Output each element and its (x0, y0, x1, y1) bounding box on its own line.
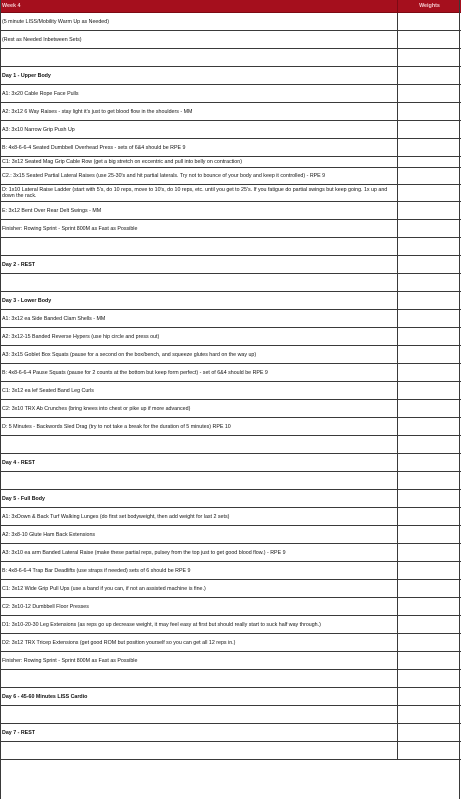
table-row (0, 508, 461, 526)
table-row (0, 157, 461, 168)
table-row (0, 634, 461, 652)
table-row (0, 256, 461, 274)
table-row (0, 139, 461, 157)
weight-cell[interactable] (398, 418, 461, 435)
table-row (0, 472, 461, 490)
exercise-cell[interactable] (0, 436, 398, 453)
weight-cell[interactable] (398, 256, 461, 273)
exercise-cell[interactable]: A1: 3x20 Cable Rope Face Pulls (0, 85, 398, 102)
weight-cell[interactable] (398, 580, 461, 597)
exercise-cell[interactable]: D: 1x10 Lateral Raise Ladder (start with 5's, do 10 reps, move to 10's, do 10 reps, etc. until you get to 25's. If you fatigue do partial swings but keep going. 1x up and down the rack. (0, 185, 398, 201)
weight-cell[interactable] (398, 562, 461, 579)
weight-cell[interactable] (398, 274, 461, 291)
exercise-cell[interactable]: Day 4 - REST (0, 454, 398, 471)
exercise-cell[interactable]: B: 4x8-6-6-4 Trap Bar Deadlifts (use straps if needed) sets of 6 should be RPE 9 (0, 562, 398, 579)
table-row (0, 168, 461, 185)
table-row (0, 238, 461, 256)
weight-cell[interactable] (398, 103, 461, 120)
weight-cell[interactable] (398, 121, 461, 138)
weight-cell[interactable] (398, 220, 461, 237)
weight-cell[interactable] (398, 139, 461, 156)
weight-cell[interactable] (398, 634, 461, 651)
table-body (0, 13, 461, 760)
exercise-cell[interactable]: (5 minute LISS/Mobility Warm Up as Needed) (0, 13, 398, 30)
table-row (0, 598, 461, 616)
weight-cell[interactable] (398, 364, 461, 381)
weight-cell[interactable] (398, 436, 461, 453)
weight-cell[interactable] (398, 238, 461, 255)
exercise-cell[interactable]: C2: 3x10-12 Dumbbell Floor Presses (0, 598, 398, 615)
weight-cell[interactable] (398, 168, 461, 184)
header-row (0, 0, 461, 13)
table-row (0, 706, 461, 724)
exercise-cell[interactable]: Day 5 - Full Body (0, 490, 398, 507)
weight-cell[interactable] (398, 31, 461, 48)
weight-cell[interactable] (398, 706, 461, 723)
weight-cell[interactable] (398, 292, 461, 309)
exercise-cell[interactable]: E: 3x12 Bent Over Rear Delt Swings - MM (0, 202, 398, 219)
table-row (0, 688, 461, 706)
weight-cell[interactable] (398, 544, 461, 561)
table-row (0, 13, 461, 31)
exercise-cell[interactable]: A3: 3x10 Narrow Grip Push Up (0, 121, 398, 138)
weight-cell[interactable] (398, 85, 461, 102)
weight-cell[interactable] (398, 328, 461, 345)
weight-cell[interactable] (398, 67, 461, 84)
exercise-cell[interactable]: C1: 3x12 ea lef Seated Band Leg Curls (0, 382, 398, 399)
exercise-cell[interactable]: Day 6 - 45-60 Minutes LISS Cardio (0, 688, 398, 705)
exercise-cell[interactable]: D: 5 Minutes - Backwords Sled Drag (try to not take a break for the duration of 5 minutes) RPE 10 (0, 418, 398, 435)
weight-cell[interactable] (398, 724, 461, 741)
exercise-cell[interactable]: B: 4x8-6-6-4 Pause Squats (pause for 2 counts at the bottom but keep form perfect) - set of 6&4 should be RPE 9 (0, 364, 398, 381)
exercise-cell[interactable]: A2: 3x12 6 Way Raises - stay light it's just to get blood flow in the shoulders - MM (0, 103, 398, 120)
exercise-cell[interactable]: Finisher: Rowing Sprint - Sprint 800M as Fast as Possible (0, 220, 398, 237)
table-row (0, 436, 461, 454)
header-week-cell[interactable]: Week 4 (0, 0, 398, 12)
exercise-cell[interactable]: A3: 3x10 ea arm Banded Lateral Raise (make these partial reps, pulsey from the top just to get good blood flow.) - RPE 9 (0, 544, 398, 561)
weight-cell[interactable] (398, 49, 461, 66)
exercise-cell[interactable]: A1: 3xDown & Back Turf Walking Lunges (do first set bodyweight, then add weight for last 2 sets) (0, 508, 398, 525)
weight-cell[interactable] (398, 310, 461, 327)
table-row (0, 121, 461, 139)
exercise-cell[interactable]: D2: 3x12 TRX Tricep Extensions (get good ROM but position yourself so you can get all 12 reps in.) (0, 634, 398, 651)
table-row (0, 616, 461, 634)
exercise-cell[interactable] (0, 49, 398, 66)
table-row (0, 724, 461, 742)
table-row (0, 220, 461, 238)
weight-cell[interactable] (398, 472, 461, 489)
weight-cell[interactable] (398, 598, 461, 615)
table-row (0, 670, 461, 688)
table-row (0, 526, 461, 544)
exercise-cell[interactable] (0, 238, 398, 255)
exercise-cell[interactable] (0, 706, 398, 723)
exercise-cell[interactable] (0, 274, 398, 291)
table-row (0, 31, 461, 49)
exercise-cell[interactable]: Day 7 - REST (0, 724, 398, 741)
exercise-cell[interactable]: Day 2 - REST (0, 256, 398, 273)
table-row (0, 490, 461, 508)
table-row (0, 67, 461, 85)
exercise-cell[interactable]: A2: 3x12-15 Banded Reverse Hypers (use hip circle and press out) (0, 328, 398, 345)
table-row (0, 562, 461, 580)
weight-cell[interactable] (398, 202, 461, 219)
exercise-cell[interactable]: A1: 3x12 ea Side Banded Clam Shells - MM (0, 310, 398, 327)
weight-cell[interactable] (398, 13, 461, 30)
table-row (0, 364, 461, 382)
table-row (0, 400, 461, 418)
exercise-cell[interactable]: C2.: 3x15 Seated Partial Lateral Raises (use 25-30's and hit partial laterals. Try not to bounce of your body and keep it controlled) - RPE 9 (0, 168, 398, 184)
exercise-cell[interactable]: A3: 3x15 Goblet Box Squats (pause for a second on the box/bench, and squeeze glutes hard on the way up) (0, 346, 398, 363)
exercise-cell[interactable] (0, 742, 398, 759)
exercise-cell[interactable]: A2: 3x8-10 Glute Ham Back Extensions (0, 526, 398, 543)
weight-cell[interactable] (398, 185, 461, 201)
table-row (0, 418, 461, 436)
weight-cell[interactable] (398, 508, 461, 525)
exercise-cell[interactable]: C2: 3x10 TRX Ab Crunches (bring knees into chest or pike up if more advanced) (0, 400, 398, 417)
table-row (0, 85, 461, 103)
exercise-cell[interactable]: Day 3 - Lower Body (0, 292, 398, 309)
exercise-cell[interactable]: C1: 3x12 Wide Grip Pull Ups (use a band if you can, if not an assisted machine is fine.) (0, 580, 398, 597)
table-row (0, 202, 461, 220)
table-row (0, 328, 461, 346)
weight-cell[interactable] (398, 490, 461, 507)
table-row (0, 544, 461, 562)
weight-cell[interactable] (398, 346, 461, 363)
weight-cell[interactable] (398, 742, 461, 759)
table-row (0, 274, 461, 292)
header-weights-cell[interactable]: Weights (419, 3, 440, 9)
table-row (0, 49, 461, 67)
table-row (0, 382, 461, 400)
exercise-cell[interactable]: D1: 3x10-20-30 Leg Extensions (as reps go up decrease weight, it may feel easy at first but should really start to suck half way through.) (0, 616, 398, 633)
table-row (0, 580, 461, 598)
table-row (0, 652, 461, 670)
weight-cell[interactable] (398, 400, 461, 417)
exercise-cell[interactable]: Day 1 - Upper Body (0, 67, 398, 84)
exercise-cell[interactable]: C1: 3x12 Seated Mag Grip Cable Row (get a big stretch on eccentric and pull into belly on contraction) (0, 157, 398, 167)
exercise-cell[interactable]: B: 4x8-6-6-4 Seated Dumbbell Overhead Press - sets of 6&4 should be RPE 9 (0, 139, 398, 156)
exercise-cell[interactable]: Finisher: Rowing Sprint - Sprint 800M as Fast as Possible (0, 652, 398, 669)
table-row (0, 310, 461, 328)
weight-cell[interactable] (398, 526, 461, 543)
exercise-cell[interactable] (0, 670, 398, 687)
weight-cell[interactable] (398, 670, 461, 687)
table-row (0, 742, 461, 760)
weight-cell[interactable] (398, 382, 461, 399)
weight-cell[interactable] (398, 454, 461, 471)
weight-cell[interactable] (398, 652, 461, 669)
weight-cell[interactable] (398, 157, 461, 167)
exercise-cell[interactable] (0, 472, 398, 489)
exercise-cell[interactable]: (Rest as Needed Inbetween Sets) (0, 31, 398, 48)
table-row (0, 292, 461, 310)
table-row (0, 103, 461, 121)
weight-cell[interactable] (398, 688, 461, 705)
table-row (0, 346, 461, 364)
table-row (0, 454, 461, 472)
table-row (0, 185, 461, 202)
weight-cell[interactable] (398, 616, 461, 633)
